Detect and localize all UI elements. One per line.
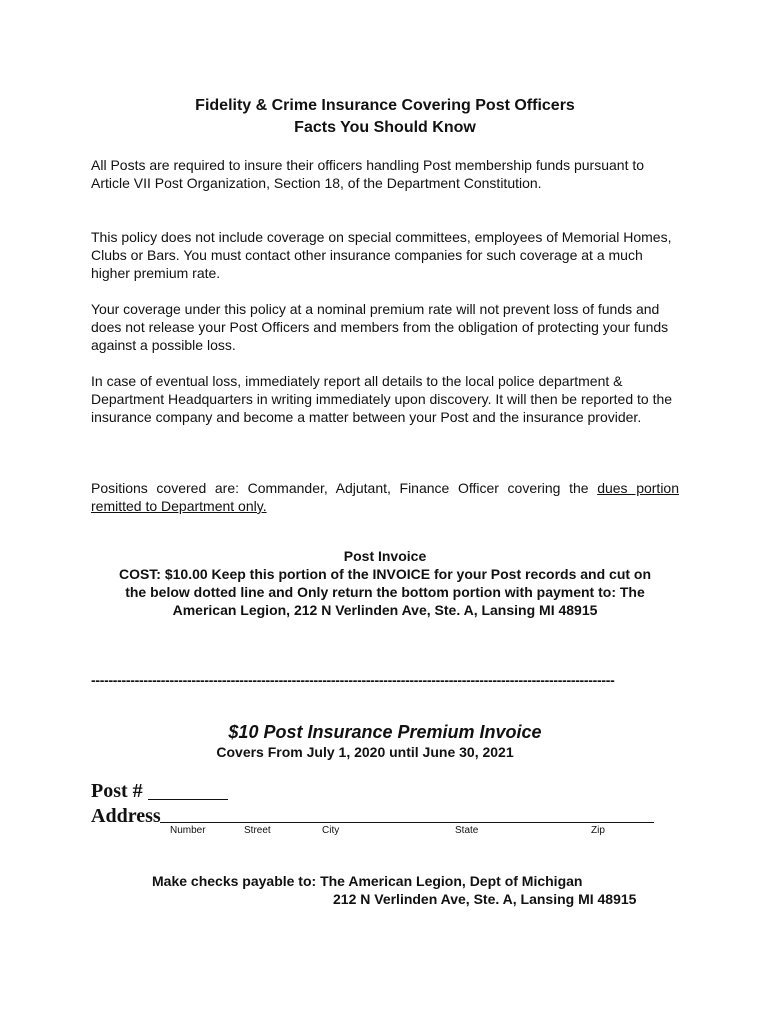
address-city-label: City — [322, 825, 340, 836]
cut-line-divider: ------------------------------------------------------------------------------------------------------------------------ — [91, 672, 615, 688]
positions-text: Positions covered are: Commander, Adjutant, Finance Officer covering the — [91, 480, 598, 496]
post-number-blank[interactable] — [148, 799, 228, 800]
address-state-label: State — [455, 825, 479, 836]
document-title: Fidelity & Crime Insurance Covering Post Officers — [195, 97, 575, 114]
address-zip-label: Zip — [591, 825, 605, 836]
document-subtitle: Facts You Should Know — [294, 119, 476, 136]
paragraph-coverage-limits: Your coverage under this policy at a nominal premium rate will not prevent loss of funds and does not release your Post Officers and members from the obligation of protecting your funds against a possible loss. — [91, 301, 669, 353]
address-label: Address — [91, 805, 161, 827]
positions-underlined-text: dues portion remitted to Department only. — [91, 480, 679, 514]
paragraph-loss-reporting: In case of eventual loss, immediately report all details to the local police department & Department Headquarters in writing immediately upon discovery. It will then be reported to the insurance company and become a matter between your Post and the insurance provider. — [91, 373, 673, 425]
address-blank[interactable] — [160, 822, 654, 823]
paragraph-exclusions: This policy does not include coverage on special committees, employees of Memorial Homes, Clubs or Bars. You must contact other insurance companies for such coverage at a much higher premium rate. — [91, 229, 672, 281]
paragraph-positions-covered — [91, 479, 679, 515]
invoice-instructions-line-2: the below dotted line and Only return the bottom portion with payment to: The — [125, 584, 645, 600]
address-street-label: Street — [244, 825, 271, 836]
paragraph-requirement: All Posts are required to insure their officers handling Post membership funds pursuant to Article VII Post Organization, Section 18, of the Department Constitution. — [91, 157, 645, 191]
checks-payable-line-1: Make checks payable to: The American Legion, Dept of Michigan — [152, 873, 583, 889]
invoice-coverage-period: Covers From July 1, 2020 until June 30, 2021 — [216, 744, 514, 760]
post-number-label: Post # — [91, 780, 143, 802]
invoice-title: $10 Post Insurance Premium Invoice — [228, 722, 542, 742]
invoice-instructions-line-3: American Legion, 212 N Verlinden Ave, Ste. A, Lansing MI 48915 — [172, 602, 598, 618]
post-invoice-heading: Post Invoice — [343, 548, 427, 564]
checks-payable-line-2: 212 N Verlinden Ave, Ste. A, Lansing MI 48915 — [333, 891, 637, 907]
address-number-label: Number — [170, 825, 206, 836]
invoice-instructions-line-1: COST: $10.00 Keep this portion of the INVOICE for your Post records and cut on — [118, 566, 652, 582]
